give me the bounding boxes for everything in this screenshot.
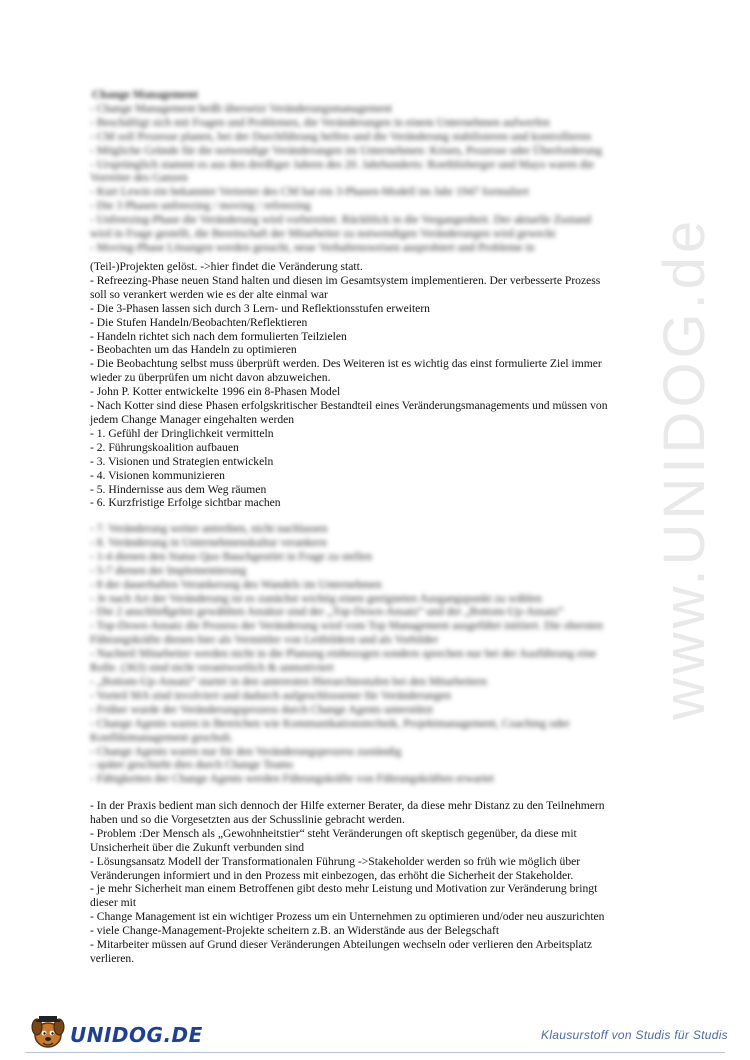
document-line: - 4. Visionen kommunizieren [90,468,225,482]
document-line: - später geschieht dies durch Change Teams [90,758,294,772]
document-line: - Vorteil MA sind involviert und dadurch aufgeschlossener für Veränderungen [90,688,451,702]
document-line: Vorreiter des Ganzen [90,171,188,185]
document-line: - Beschäftigt sich mit Fragen und Problemen, die Veränderungen in einem Unternehmen aufwerfen [90,115,550,129]
document-line: - Beobachten um das Handeln zu optimieren [90,343,297,357]
document-line: - 2. Führungskoalition aufbauen [90,440,239,454]
document-line: - Refreezing-Phase neuen Stand halten und diesen im Gesamtsystem implementieren. Der verbesserte Prozess [90,273,601,287]
document-line: - 3. Visionen und Strategien entwickeln [90,454,274,468]
document-line: - 1. Gefühl der Dringlichkeit vermitteln [90,426,274,440]
text-section-a [90,260,660,510]
document-line: haben und so die Vorgesetzten aus der Schusslinie gebracht werden. [90,812,405,826]
document-line: - Mitarbeiter müssen auf Grund dieser Veränderungen Abteilungen wechseln oder verlieren den Arbeitsplatz [90,938,593,952]
document-line: - Top-Down-Ansatz die Prozess der Veränderung wird vom Top Management ausgeführt initiiert. Die obersten [90,619,603,633]
document-line: - Fähigkeiten der Change Agents werden Führungskräfte von Führungskräften erwartet [90,772,495,786]
document-line: - CM soll Prozesse planen, bei der Durchführung helfen und die Veränderung stabilisieren und kontrollieren [90,129,592,143]
document-line: jedem Change Manager eingehalten werden [90,412,295,426]
document-line: soll so verankert werden wie es der alte einmal war [90,287,328,301]
blurred-section-top [90,88,660,255]
document-line: - 8 der dauerhaften Verankerung des Wandels im Unternehmen [90,577,382,591]
document-line: - Lösungsansatz Modell der Transformationalen Führung ->Stakeholder werden so früh wie möglich über [90,854,581,868]
document-line: Konfliktmanagement geschult. [90,730,233,744]
document-line: - 6. Kurzfristige Erfolge sichtbar machen [90,496,281,510]
footer-tagline: Klausurstoff von Studis für Studis [541,1028,728,1042]
document-line: - viele Change-Management-Projekte scheitern z.B. an Widerstände aus der Belegschaft [90,924,500,938]
document-line: - John P. Kotter entwickelte 1996 ein 8-Phasen Model [90,385,341,399]
document-line: - 1-4 dienen den Status Quo Bauchgestört in Frage zu stellen [90,549,373,563]
document-line: - Handeln richtet sich nach dem formulierten Teilzielen [90,329,347,343]
document-line: Change Management [92,88,198,101]
dog-mascot-icon [26,1013,70,1051]
document-line: - je mehr Sicherheit man einem Betroffenen gibt desto mehr Leistung und Motivation zur Veränderung bringt [90,882,598,896]
document-line: verlieren. [90,951,135,965]
document-line: - Moving-Phase Lösungen werden gesucht, neue Verhaltensweisen ausprobiert und Probleme in [90,240,535,254]
document-line: Führungskräfte dienen hier als Vermittler von Leitbildern und als Vorbilder [90,633,439,647]
document-line: - Die 2 anschließgelen gewählten Ansätze sind der „Top-Down-Ansatz“ und der „Bottom-Up-Ansatz“ [90,605,564,619]
document-line: - Die 3 Phasen unfreezing / moving / refreezing [90,199,311,213]
text-section-b [90,799,660,966]
document-line: - Change Management heißt übersetzt Veränderungsmanagement [90,101,393,115]
document-line: - Problem :Der Mensch als „Gewohnheitstier“ steht Veränderungen oft skeptisch gegenüber, da diese mit [90,826,577,840]
document-line: - Nach Kotter sind diese Phasen erfolgskritischer Bestandteil eines Veränderungsmanagements und müssen von [90,399,608,413]
document-line: - Nachteil Mitarbeiter werden nicht in die Planung einbezogen sondern sprechen nur bei der Ausführung eine [90,647,597,661]
document-line: - Ursprünglich stammt es aus den dreißiger Jahren des 20. Jahrhunderts: Roethlisberger und Mayo waren die [90,157,594,171]
document-line: - Früher wurde der Veränderungsprozess durch Change Agents unterstützt [90,702,433,716]
document-line: dieser mit [90,896,137,910]
document-line: - Die Beobachtung selbst muss überprüft werden. Des Weiteren ist es wichtig das einst formulierte Ziel immer [90,357,602,371]
document-line: - Kurt Lewin ein bekannter Vertreter des CM hat ein 3-Phasen-Modell im Jahr 1947 formuliert [90,185,529,199]
document-line: - 8. Veränderung in Unternehmenskultur verankern [90,535,327,549]
document-line: wird in Frage gestellt, die Bereitschaft der Mitarbeiter zu notwendigen Veränderungen wird geweckt [90,227,556,241]
document-line: - 5-7 dienen der Implementierung [90,563,247,577]
blurred-section-middle [90,522,660,786]
document-line: - 5. Hindernisse aus dem Weg räumen [90,482,267,496]
document-line: - Mögliche Gründe für die notwendige Veränderungen im Unternehmen: Krisen, Prozesse oder Überforderung [90,143,603,157]
document-line: - „Bottom-Up-Ansatz“ startet in den unteresten Hierarchiestufen bei den Mitarbeitern [90,674,487,688]
document-line: - In der Praxis bedient man sich dennoch der Hilfe externer Berater, da diese mehr Distanz zu den Teilnehmern [90,799,605,812]
document-line: wieder zu überprüfen um nicht davon abzuweichen. [90,371,331,385]
document-line: - Die 3-Phasen lassen sich durch 3 Lern- und Reflektionsstufen erweitern [90,301,430,315]
document-line: - Die Stufen Handeln/Beobachten/Reflektieren [90,315,308,329]
document-line: - Change Management ist ein wichtiger Prozess um ein Unternehmen zu optimieren und/oder neu auszurichten [90,910,605,924]
footer-divider [25,1052,725,1053]
logo-text: UNIDOG.DE [70,1023,203,1047]
document-line: - 7. Veränderung weiter antreiben, nicht nachlassen [90,522,328,535]
document-line: - Je nach Art der Veränderung ist es zunächst wichtig einen geeigneten Ausgangspunkt zu wählen [90,591,542,605]
document-line: - Change Agents waren in Bereichen wie Kommunikationstechnik, Projektmanagement, Coaching oder [90,716,570,730]
document-line: Rolle. (363) sind nicht verantwortlich & unmotiviert [90,661,334,675]
unidog-logo[interactable] [26,1013,203,1051]
footer [0,1005,750,1060]
watermark-text: www.UNIDOG.de [652,220,717,720]
document-line: Veränderungen informiert und in den Prozess mit einbezogen, das erhöht die Sicherheit der Stakeholder. [90,868,574,882]
document-line: Unsicherheit über die Zukunft verbunden sind [90,840,305,854]
document-line: (Teil-)Projekten gelöst. ->hier findet die Veränderung statt. [90,260,363,273]
document-line: - Unfreezing-Phase die Veränderung wird vorbereitet. Rückblick in die Vergangenheit. Der aktuelle Zustand [90,213,591,227]
document-line: - Change Agents waren nur für den Veränderungsprozess zuständig [90,744,402,758]
